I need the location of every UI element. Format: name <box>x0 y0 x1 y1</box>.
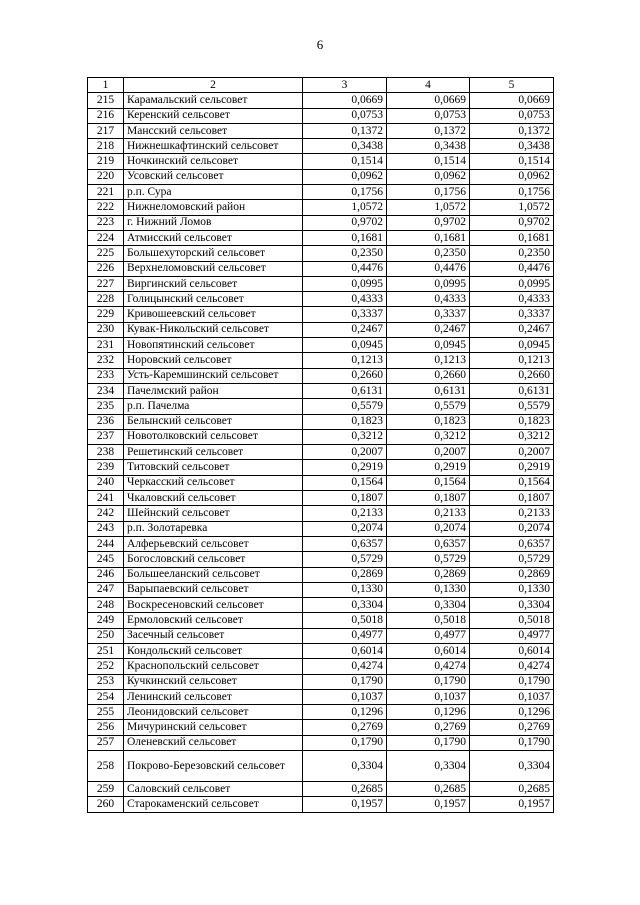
value-cell-col4: 0,0669 <box>387 93 470 108</box>
table-row <box>88 307 554 322</box>
row-number-cell: 228 <box>88 292 124 307</box>
row-number-cell: 236 <box>88 414 124 429</box>
value-cell-col3: 0,5729 <box>303 552 387 567</box>
value-cell-col5: 0,1790 <box>470 674 554 689</box>
settlement-name-cell: Решетинский сельсовет <box>124 445 303 460</box>
settlement-name-cell: Пачелмский район <box>124 383 303 398</box>
row-number-cell: 247 <box>88 582 124 597</box>
settlement-name-cell: Кувак-Никольский сельсовет <box>124 322 303 337</box>
table-row <box>88 154 554 169</box>
column-header: 3 <box>303 78 387 93</box>
value-cell-col3: 0,2769 <box>303 720 387 735</box>
value-cell-col4: 0,1790 <box>387 674 470 689</box>
value-cell-col4: 0,2869 <box>387 567 470 582</box>
row-number-cell: 253 <box>88 674 124 689</box>
settlement-name-cell: Мансский сельсовет <box>124 123 303 138</box>
row-number-cell: 243 <box>88 521 124 536</box>
value-cell-col5: 0,1330 <box>470 582 554 597</box>
value-cell-col5: 0,2685 <box>470 782 554 797</box>
row-number-cell: 235 <box>88 399 124 414</box>
value-cell-col4: 0,5018 <box>387 613 470 628</box>
value-cell-col4: 0,1372 <box>387 123 470 138</box>
value-cell-col3: 0,2919 <box>303 460 387 475</box>
value-cell-col5: 0,0945 <box>470 338 554 353</box>
value-cell-col4: 0,2350 <box>387 246 470 261</box>
value-cell-col3: 0,2007 <box>303 445 387 460</box>
value-cell-col3: 0,1790 <box>303 735 387 750</box>
row-number-cell: 259 <box>88 782 124 797</box>
value-cell-col3: 0,2350 <box>303 246 387 261</box>
value-cell-col3: 0,4274 <box>303 659 387 674</box>
table-row <box>88 628 554 643</box>
value-cell-col5: 0,3438 <box>470 139 554 154</box>
table-row <box>88 491 554 506</box>
row-number-cell: 237 <box>88 429 124 444</box>
value-cell-col5: 0,3304 <box>470 598 554 613</box>
value-cell-col3: 0,1514 <box>303 154 387 169</box>
value-cell-col4: 0,1564 <box>387 475 470 490</box>
value-cell-col4: 0,6014 <box>387 643 470 658</box>
value-cell-col4: 0,2467 <box>387 322 470 337</box>
settlement-name-cell: Кондольский сельсовет <box>124 643 303 658</box>
row-number-cell: 222 <box>88 200 124 215</box>
settlement-name-cell: Воскресеновский сельсовет <box>124 598 303 613</box>
settlement-name-cell: Ленинский сельсовет <box>124 689 303 704</box>
settlement-name-cell: г. Нижний Ломов <box>124 215 303 230</box>
value-cell-col5: 0,6014 <box>470 643 554 658</box>
value-cell-col4: 0,1823 <box>387 414 470 429</box>
value-cell-col4: 0,4274 <box>387 659 470 674</box>
value-cell-col4: 0,1213 <box>387 353 470 368</box>
table-row <box>88 674 554 689</box>
table-row <box>88 429 554 444</box>
value-cell-col4: 0,0962 <box>387 169 470 184</box>
value-cell-col5: 0,9702 <box>470 215 554 230</box>
row-number-cell: 223 <box>88 215 124 230</box>
row-number-cell: 246 <box>88 567 124 582</box>
settlement-name-cell: Мичуринский сельсовет <box>124 720 303 735</box>
table-row <box>88 705 554 720</box>
row-number-cell: 234 <box>88 383 124 398</box>
row-number-cell: 217 <box>88 123 124 138</box>
row-number-cell: 215 <box>88 93 124 108</box>
table-row <box>88 108 554 123</box>
value-cell-col5: 0,3212 <box>470 429 554 444</box>
settlement-name-cell: Чкаловский сельсовет <box>124 491 303 506</box>
value-cell-col5: 0,4977 <box>470 628 554 643</box>
value-cell-col4: 0,9702 <box>387 215 470 230</box>
value-cell-col3: 0,3212 <box>303 429 387 444</box>
value-cell-col5: 0,1790 <box>470 735 554 750</box>
value-cell-col3: 0,4333 <box>303 292 387 307</box>
value-cell-col3: 0,2074 <box>303 521 387 536</box>
value-cell-col3: 0,2660 <box>303 368 387 383</box>
value-cell-col4: 0,1037 <box>387 689 470 704</box>
value-cell-col5: 0,4476 <box>470 261 554 276</box>
settlement-name-cell: Верхнеломовский сельсовет <box>124 261 303 276</box>
table-row <box>88 735 554 750</box>
row-number-cell: 216 <box>88 108 124 123</box>
value-cell-col5: 0,1823 <box>470 414 554 429</box>
row-number-cell: 229 <box>88 307 124 322</box>
table-row <box>88 353 554 368</box>
value-cell-col5: 1,0572 <box>470 200 554 215</box>
value-cell-col4: 0,6131 <box>387 383 470 398</box>
value-cell-col3: 0,1823 <box>303 414 387 429</box>
row-number-cell: 239 <box>88 460 124 475</box>
settlement-name-cell: Большехуторский сельсовет <box>124 246 303 261</box>
table-row <box>88 552 554 567</box>
table-row <box>88 598 554 613</box>
row-number-cell: 230 <box>88 322 124 337</box>
value-cell-col3: 0,1756 <box>303 185 387 200</box>
table-row <box>88 797 554 812</box>
value-cell-col3: 1,0572 <box>303 200 387 215</box>
settlement-name-cell: Новопятинский сельсовет <box>124 338 303 353</box>
value-cell-col4: 0,2919 <box>387 460 470 475</box>
table-row <box>88 414 554 429</box>
value-cell-col5: 0,1957 <box>470 797 554 812</box>
value-cell-col3: 0,6131 <box>303 383 387 398</box>
value-cell-col4: 0,1296 <box>387 705 470 720</box>
settlement-name-cell: Усовский сельсовет <box>124 169 303 184</box>
value-cell-col3: 0,0669 <box>303 93 387 108</box>
value-cell-col3: 0,1372 <box>303 123 387 138</box>
value-cell-col5: 0,1564 <box>470 475 554 490</box>
settlement-name-cell: р.п. Пачелма <box>124 399 303 414</box>
settlement-name-cell: Норовский сельсовет <box>124 353 303 368</box>
value-cell-col5: 0,1296 <box>470 705 554 720</box>
table-row <box>88 246 554 261</box>
table-row <box>88 261 554 276</box>
row-number-cell: 238 <box>88 445 124 460</box>
table-row <box>88 460 554 475</box>
value-cell-col4: 0,1790 <box>387 735 470 750</box>
value-cell-col3: 0,6014 <box>303 643 387 658</box>
value-cell-col4: 1,0572 <box>387 200 470 215</box>
row-number-cell: 250 <box>88 628 124 643</box>
table-row <box>88 536 554 551</box>
value-cell-col5: 0,2869 <box>470 567 554 582</box>
value-cell-col4: 0,1514 <box>387 154 470 169</box>
row-number-cell: 227 <box>88 276 124 291</box>
value-cell-col3: 0,1037 <box>303 689 387 704</box>
row-number-cell: 240 <box>88 475 124 490</box>
value-cell-col3: 0,1790 <box>303 674 387 689</box>
settlement-name-cell: Засечный сельсовет <box>124 628 303 643</box>
value-cell-col4: 0,1330 <box>387 582 470 597</box>
value-cell-col3: 0,1957 <box>303 797 387 812</box>
value-cell-col5: 0,4333 <box>470 292 554 307</box>
row-number-cell: 244 <box>88 536 124 551</box>
settlement-name-cell: Большееланский сельсовет <box>124 567 303 582</box>
value-cell-col3: 0,9702 <box>303 215 387 230</box>
value-cell-col4: 0,2133 <box>387 506 470 521</box>
table-row <box>88 445 554 460</box>
row-number-cell: 256 <box>88 720 124 735</box>
value-cell-col3: 0,1564 <box>303 475 387 490</box>
column-header: 1 <box>88 78 124 93</box>
value-cell-col4: 0,2769 <box>387 720 470 735</box>
row-number-cell: 249 <box>88 613 124 628</box>
row-number-cell: 245 <box>88 552 124 567</box>
settlement-name-cell: Ночкинский сельсовет <box>124 154 303 169</box>
settlement-name-cell: Покрово-Березовский сельсовет <box>124 751 303 782</box>
table-row <box>88 643 554 658</box>
value-cell-col3: 0,3304 <box>303 751 387 782</box>
value-cell-col4: 0,2685 <box>387 782 470 797</box>
value-cell-col5: 0,1037 <box>470 689 554 704</box>
settlement-name-cell: Карамальский сельсовет <box>124 93 303 108</box>
table-row <box>88 200 554 215</box>
value-cell-col5: 0,5018 <box>470 613 554 628</box>
settlement-name-cell: Новотолковский сельсовет <box>124 429 303 444</box>
value-cell-col4: 0,3337 <box>387 307 470 322</box>
settlement-name-cell: Титовский сельсовет <box>124 460 303 475</box>
value-cell-col5: 0,3304 <box>470 751 554 782</box>
settlement-name-cell: Варыпаевский сельсовет <box>124 582 303 597</box>
value-cell-col5: 0,1756 <box>470 185 554 200</box>
table-row <box>88 475 554 490</box>
row-number-cell: 231 <box>88 338 124 353</box>
column-header: 4 <box>387 78 470 93</box>
row-number-cell: 220 <box>88 169 124 184</box>
row-number-cell: 226 <box>88 261 124 276</box>
value-cell-col3: 0,0962 <box>303 169 387 184</box>
table-row <box>88 93 554 108</box>
value-cell-col3: 0,0995 <box>303 276 387 291</box>
table-row <box>88 338 554 353</box>
table-row <box>88 659 554 674</box>
value-cell-col4: 0,3212 <box>387 429 470 444</box>
value-cell-col4: 0,5579 <box>387 399 470 414</box>
table-row <box>88 368 554 383</box>
settlement-name-cell: Саловский сельсовет <box>124 782 303 797</box>
settlement-name-cell: Нижнеломовский район <box>124 200 303 215</box>
value-cell-col4: 0,6357 <box>387 536 470 551</box>
value-cell-col4: 0,1756 <box>387 185 470 200</box>
value-cell-col4: 0,4977 <box>387 628 470 643</box>
value-cell-col3: 0,1296 <box>303 705 387 720</box>
settlement-name-cell: Алферьевский сельсовет <box>124 536 303 551</box>
value-cell-col5: 0,2133 <box>470 506 554 521</box>
value-cell-col5: 0,5579 <box>470 399 554 414</box>
row-number-cell: 248 <box>88 598 124 613</box>
page-number: 6 <box>316 37 324 52</box>
row-number-cell: 224 <box>88 230 124 245</box>
table-row <box>88 506 554 521</box>
table-row <box>88 582 554 597</box>
column-header: 5 <box>470 78 554 93</box>
table-row <box>88 383 554 398</box>
settlement-name-cell: Оленевский сельсовет <box>124 735 303 750</box>
row-number-cell: 251 <box>88 643 124 658</box>
value-cell-col5: 0,2769 <box>470 720 554 735</box>
value-cell-col5: 0,2350 <box>470 246 554 261</box>
value-cell-col5: 0,0669 <box>470 93 554 108</box>
value-cell-col4: 0,2074 <box>387 521 470 536</box>
value-cell-col4: 0,1807 <box>387 491 470 506</box>
row-number-cell: 218 <box>88 139 124 154</box>
value-cell-col4: 0,3304 <box>387 751 470 782</box>
settlement-name-cell: Голицынский сельсовет <box>124 292 303 307</box>
value-cell-col3: 0,2133 <box>303 506 387 521</box>
value-cell-col5: 0,0995 <box>470 276 554 291</box>
table-row <box>88 169 554 184</box>
table-row <box>88 751 554 782</box>
row-number-cell: 225 <box>88 246 124 261</box>
table-row <box>88 215 554 230</box>
settlement-name-cell: Белынский сельсовет <box>124 414 303 429</box>
table-row <box>88 782 554 797</box>
table-body <box>88 78 554 813</box>
data-table <box>87 77 554 813</box>
settlement-name-cell: Ермоловский сельсовет <box>124 613 303 628</box>
table-row <box>88 720 554 735</box>
settlement-name-cell: Кривошеевский сельсовет <box>124 307 303 322</box>
settlement-name-cell: Нижнешкафтинский сельсовет <box>124 139 303 154</box>
value-cell-col5: 0,0753 <box>470 108 554 123</box>
value-cell-col3: 0,1807 <box>303 491 387 506</box>
value-cell-col5: 0,1213 <box>470 353 554 368</box>
settlement-name-cell: Кучкинский сельсовет <box>124 674 303 689</box>
settlement-name-cell: Черкасский сельсовет <box>124 475 303 490</box>
column-header: 2 <box>124 78 303 93</box>
value-cell-col5: 0,2660 <box>470 368 554 383</box>
value-cell-col5: 0,2007 <box>470 445 554 460</box>
settlement-name-cell: Богословский сельсовет <box>124 552 303 567</box>
value-cell-col3: 0,2869 <box>303 567 387 582</box>
value-cell-col4: 0,4476 <box>387 261 470 276</box>
row-number-cell: 257 <box>88 735 124 750</box>
value-cell-col5: 0,2467 <box>470 322 554 337</box>
value-cell-col4: 0,5729 <box>387 552 470 567</box>
value-cell-col3: 0,1213 <box>303 353 387 368</box>
value-cell-col5: 0,3337 <box>470 307 554 322</box>
settlement-name-cell: р.п. Золотаревка <box>124 521 303 536</box>
table-row <box>88 521 554 536</box>
value-cell-col4: 0,4333 <box>387 292 470 307</box>
value-cell-col5: 0,0962 <box>470 169 554 184</box>
table-row <box>88 292 554 307</box>
value-cell-col4: 0,0945 <box>387 338 470 353</box>
value-cell-col3: 0,0753 <box>303 108 387 123</box>
value-cell-col4: 0,2007 <box>387 445 470 460</box>
value-cell-col3: 0,3337 <box>303 307 387 322</box>
table-row <box>88 613 554 628</box>
value-cell-col5: 0,2074 <box>470 521 554 536</box>
table-row <box>88 230 554 245</box>
table-row <box>88 123 554 138</box>
value-cell-col4: 0,2660 <box>387 368 470 383</box>
settlement-name-cell: р.п. Сура <box>124 185 303 200</box>
value-cell-col3: 0,2685 <box>303 782 387 797</box>
value-cell-col5: 0,4274 <box>470 659 554 674</box>
row-number-cell: 241 <box>88 491 124 506</box>
value-cell-col3: 0,1681 <box>303 230 387 245</box>
row-number-cell: 233 <box>88 368 124 383</box>
value-cell-col3: 0,3304 <box>303 598 387 613</box>
value-cell-col5: 0,5729 <box>470 552 554 567</box>
value-cell-col3: 0,6357 <box>303 536 387 551</box>
row-number-cell: 221 <box>88 185 124 200</box>
settlement-name-cell: Краснопольский сельсовет <box>124 659 303 674</box>
value-cell-col5: 0,6357 <box>470 536 554 551</box>
value-cell-col4: 0,0753 <box>387 108 470 123</box>
settlement-name-cell: Усть-Каремшинский сельсовет <box>124 368 303 383</box>
row-number-cell: 260 <box>88 797 124 812</box>
value-cell-col3: 0,3438 <box>303 139 387 154</box>
row-number-cell: 254 <box>88 689 124 704</box>
value-cell-col5: 0,6131 <box>470 383 554 398</box>
row-number-cell: 252 <box>88 659 124 674</box>
value-cell-col3: 0,5579 <box>303 399 387 414</box>
value-cell-col5: 0,1372 <box>470 123 554 138</box>
table-row <box>88 276 554 291</box>
value-cell-col4: 0,3304 <box>387 598 470 613</box>
value-cell-col3: 0,2467 <box>303 322 387 337</box>
table-header-row <box>88 78 554 93</box>
settlement-name-cell: Атмисский сельсовет <box>124 230 303 245</box>
row-number-cell: 242 <box>88 506 124 521</box>
table-row <box>88 689 554 704</box>
table-row <box>88 322 554 337</box>
value-cell-col4: 0,0995 <box>387 276 470 291</box>
table-row <box>88 567 554 582</box>
value-cell-col5: 0,1514 <box>470 154 554 169</box>
value-cell-col5: 0,1807 <box>470 491 554 506</box>
row-number-cell: 255 <box>88 705 124 720</box>
table-row <box>88 139 554 154</box>
row-number-cell: 219 <box>88 154 124 169</box>
value-cell-col5: 0,2919 <box>470 460 554 475</box>
table-row <box>88 185 554 200</box>
settlement-name-cell: Шейнский сельсовет <box>124 506 303 521</box>
value-cell-col4: 0,1957 <box>387 797 470 812</box>
row-number-cell: 232 <box>88 353 124 368</box>
value-cell-col4: 0,3438 <box>387 139 470 154</box>
row-number-cell: 258 <box>88 751 124 782</box>
value-cell-col3: 0,4977 <box>303 628 387 643</box>
table-row <box>88 399 554 414</box>
value-cell-col3: 0,1330 <box>303 582 387 597</box>
value-cell-col4: 0,1681 <box>387 230 470 245</box>
settlement-name-cell: Леонидовский сельсовет <box>124 705 303 720</box>
value-cell-col3: 0,5018 <box>303 613 387 628</box>
value-cell-col5: 0,1681 <box>470 230 554 245</box>
value-cell-col3: 0,0945 <box>303 338 387 353</box>
settlement-name-cell: Виргинский сельсовет <box>124 276 303 291</box>
settlement-name-cell: Керенский сельсовет <box>124 108 303 123</box>
settlement-name-cell: Старокаменский сельсовет <box>124 797 303 812</box>
value-cell-col3: 0,4476 <box>303 261 387 276</box>
